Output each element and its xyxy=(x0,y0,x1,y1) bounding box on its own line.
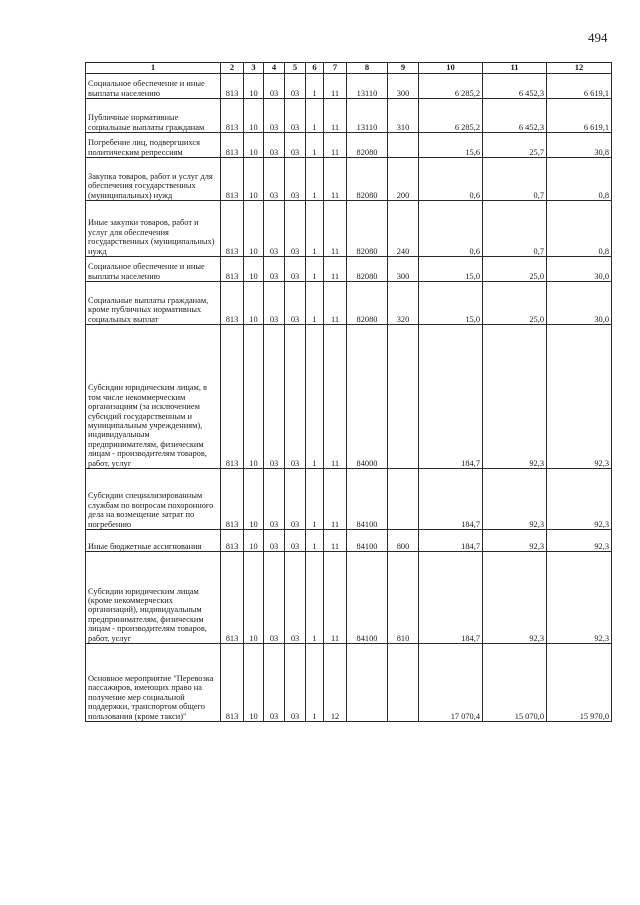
program-code: 03 xyxy=(285,552,306,644)
amount-col12: 92,3 xyxy=(547,469,612,530)
expense-type-code: 800 xyxy=(388,530,419,552)
table-row xyxy=(86,282,612,325)
event-code: 11 xyxy=(324,99,347,133)
program-code: 03 xyxy=(285,158,306,201)
amount-col10: 15,0 xyxy=(419,257,483,282)
program-code: 03 xyxy=(285,530,306,552)
direction-code: 82080 xyxy=(347,201,388,257)
table-header-row xyxy=(86,63,612,74)
admin-code: 813 xyxy=(221,552,244,644)
amount-col12: 92,3 xyxy=(547,552,612,644)
event-code: 12 xyxy=(324,644,347,722)
admin-code: 813 xyxy=(221,99,244,133)
subprogram-code: 1 xyxy=(306,201,324,257)
table-row xyxy=(86,325,612,469)
admin-code: 813 xyxy=(221,257,244,282)
subsection-code: 03 xyxy=(264,201,285,257)
event-code: 11 xyxy=(324,552,347,644)
column-header: 2 xyxy=(221,63,244,74)
subsection-code: 03 xyxy=(264,530,285,552)
table-row xyxy=(86,530,612,552)
expense-type-code: 300 xyxy=(388,74,419,99)
amount-col10: 184,7 xyxy=(419,325,483,469)
program-code: 03 xyxy=(285,133,306,158)
section-code: 10 xyxy=(244,644,264,722)
budget-table xyxy=(85,62,612,722)
program-code: 03 xyxy=(285,99,306,133)
program-code: 03 xyxy=(285,201,306,257)
section-code: 10 xyxy=(244,257,264,282)
subprogram-code: 1 xyxy=(306,133,324,158)
subsection-code: 03 xyxy=(264,282,285,325)
event-code: 11 xyxy=(324,282,347,325)
expense-type-code: 310 xyxy=(388,99,419,133)
table-row xyxy=(86,133,612,158)
row-name: Закупка товаров, работ и услуг для обеспечения государственных (муниципальных) нужд xyxy=(86,158,221,201)
subprogram-code: 1 xyxy=(306,325,324,469)
subsection-code: 03 xyxy=(264,99,285,133)
column-header: 3 xyxy=(244,63,264,74)
amount-col10: 6 285,2 xyxy=(419,74,483,99)
amount-col10: 184,7 xyxy=(419,530,483,552)
program-code: 03 xyxy=(285,282,306,325)
expense-type-code xyxy=(388,469,419,530)
section-code: 10 xyxy=(244,325,264,469)
admin-code: 813 xyxy=(221,158,244,201)
direction-code xyxy=(347,644,388,722)
amount-col12: 6 619,1 xyxy=(547,74,612,99)
expense-type-code xyxy=(388,644,419,722)
section-code: 10 xyxy=(244,469,264,530)
admin-code: 813 xyxy=(221,74,244,99)
subsection-code: 03 xyxy=(264,644,285,722)
amount-col11: 25,7 xyxy=(483,133,547,158)
subsection-code: 03 xyxy=(264,325,285,469)
direction-code: 82080 xyxy=(347,158,388,201)
amount-col10: 184,7 xyxy=(419,552,483,644)
row-name: Публичные нормативные социальные выплаты гражданам xyxy=(86,99,221,133)
table-row xyxy=(86,257,612,282)
subsection-code: 03 xyxy=(264,158,285,201)
amount-col11: 6 452,3 xyxy=(483,99,547,133)
amount-col12: 6 619,1 xyxy=(547,99,612,133)
amount-col11: 0,7 xyxy=(483,201,547,257)
column-header: 1 xyxy=(86,63,221,74)
amount-col11: 92,3 xyxy=(483,325,547,469)
subsection-code: 03 xyxy=(264,257,285,282)
table-row xyxy=(86,552,612,644)
section-code: 10 xyxy=(244,158,264,201)
section-code: 10 xyxy=(244,99,264,133)
row-name: Субсидии юридическим лицам (кроме некоммерческих организаций), индивидуальным предпринимателям, физическим лицам - производителям товаров, работ, услуг xyxy=(86,552,221,644)
section-code: 10 xyxy=(244,201,264,257)
subprogram-code: 1 xyxy=(306,158,324,201)
column-header: 7 xyxy=(324,63,347,74)
admin-code: 813 xyxy=(221,325,244,469)
column-header: 10 xyxy=(419,63,483,74)
program-code: 03 xyxy=(285,325,306,469)
program-code: 03 xyxy=(285,74,306,99)
expense-type-code: 200 xyxy=(388,158,419,201)
amount-col12: 30,0 xyxy=(547,282,612,325)
program-code: 03 xyxy=(285,644,306,722)
table-row xyxy=(86,99,612,133)
amount-col11: 92,3 xyxy=(483,469,547,530)
subprogram-code: 1 xyxy=(306,644,324,722)
expense-type-code xyxy=(388,133,419,158)
event-code: 11 xyxy=(324,530,347,552)
table-row xyxy=(86,644,612,722)
admin-code: 813 xyxy=(221,133,244,158)
amount-col11: 15 070,0 xyxy=(483,644,547,722)
subprogram-code: 1 xyxy=(306,282,324,325)
amount-col12: 92,3 xyxy=(547,325,612,469)
amount-col10: 184,7 xyxy=(419,469,483,530)
column-header: 9 xyxy=(388,63,419,74)
subsection-code: 03 xyxy=(264,469,285,530)
subprogram-code: 1 xyxy=(306,469,324,530)
row-name: Иные бюджетные ассигнования xyxy=(86,530,221,552)
expense-type-code: 810 xyxy=(388,552,419,644)
subprogram-code: 1 xyxy=(306,99,324,133)
table-row xyxy=(86,74,612,99)
event-code: 11 xyxy=(324,74,347,99)
amount-col11: 25,0 xyxy=(483,282,547,325)
event-code: 11 xyxy=(324,469,347,530)
amount-col10: 15,0 xyxy=(419,282,483,325)
amount-col11: 92,3 xyxy=(483,552,547,644)
table-row xyxy=(86,201,612,257)
admin-code: 813 xyxy=(221,644,244,722)
subsection-code: 03 xyxy=(264,133,285,158)
column-header: 11 xyxy=(483,63,547,74)
amount-col11: 0,7 xyxy=(483,158,547,201)
amount-col12: 0,8 xyxy=(547,201,612,257)
row-name: Социальное обеспечение и иные выплаты населению xyxy=(86,74,221,99)
subprogram-code: 1 xyxy=(306,257,324,282)
direction-code: 13110 xyxy=(347,99,388,133)
amount-col12: 30,0 xyxy=(547,257,612,282)
direction-code: 84100 xyxy=(347,552,388,644)
direction-code: 84000 xyxy=(347,325,388,469)
amount-col10: 17 070,4 xyxy=(419,644,483,722)
direction-code: 84100 xyxy=(347,469,388,530)
admin-code: 813 xyxy=(221,530,244,552)
amount-col10: 6 285,2 xyxy=(419,99,483,133)
program-code: 03 xyxy=(285,469,306,530)
expense-type-code xyxy=(388,325,419,469)
subsection-code: 03 xyxy=(264,552,285,644)
table-body xyxy=(86,74,612,722)
amount-col11: 6 452,3 xyxy=(483,74,547,99)
column-header: 12 xyxy=(547,63,612,74)
section-code: 10 xyxy=(244,74,264,99)
table-row xyxy=(86,158,612,201)
amount-col10: 0,6 xyxy=(419,158,483,201)
column-header: 5 xyxy=(285,63,306,74)
subprogram-code: 1 xyxy=(306,74,324,99)
direction-code: 13110 xyxy=(347,74,388,99)
subsection-code: 03 xyxy=(264,74,285,99)
program-code: 03 xyxy=(285,257,306,282)
table-row xyxy=(86,469,612,530)
row-name: Иные закупки товаров, работ и услуг для обеспечения государственных (муниципальных) нужд xyxy=(86,201,221,257)
row-name: Основное мероприятие "Перевозка пассажиров, имеющих право на получение мер социальной поддержки, транспортом общего пользования (кроме такси)" xyxy=(86,644,221,722)
page-number: 494 xyxy=(588,30,608,45)
event-code: 11 xyxy=(324,201,347,257)
direction-code: 82080 xyxy=(347,257,388,282)
direction-code: 82080 xyxy=(347,133,388,158)
section-code: 10 xyxy=(244,282,264,325)
expense-type-code: 300 xyxy=(388,257,419,282)
expense-type-code: 320 xyxy=(388,282,419,325)
direction-code: 82080 xyxy=(347,282,388,325)
event-code: 11 xyxy=(324,257,347,282)
amount-col11: 25,0 xyxy=(483,257,547,282)
row-name: Погребение лиц, подвергшихся политическим репрессиям xyxy=(86,133,221,158)
column-header: 4 xyxy=(264,63,285,74)
section-code: 10 xyxy=(244,552,264,644)
row-name: Субсидии юридическим лицам, в том числе некоммерческим организациям (за исключением субсидий государственным и муниципальным учреждениям), индивидуальным предпринимателям, физическим лицам - производителям товаров, работ, услуг xyxy=(86,325,221,469)
column-header: 8 xyxy=(347,63,388,74)
amount-col12: 30,8 xyxy=(547,133,612,158)
amount-col12: 15 970,0 xyxy=(547,644,612,722)
row-name: Социальные выплаты гражданам, кроме публичных нормативных социальных выплат xyxy=(86,282,221,325)
amount-col11: 92,3 xyxy=(483,530,547,552)
subprogram-code: 1 xyxy=(306,552,324,644)
direction-code: 84100 xyxy=(347,530,388,552)
admin-code: 813 xyxy=(221,282,244,325)
amount-col10: 15,6 xyxy=(419,133,483,158)
column-header: 6 xyxy=(306,63,324,74)
event-code: 11 xyxy=(324,133,347,158)
row-name: Субсидии специализированным службам по вопросам похоронного дела на возмещение затрат по погребению xyxy=(86,469,221,530)
row-name: Социальное обеспечение и иные выплаты населению xyxy=(86,257,221,282)
amount-col10: 0,6 xyxy=(419,201,483,257)
event-code: 11 xyxy=(324,325,347,469)
amount-col12: 92,3 xyxy=(547,530,612,552)
subprogram-code: 1 xyxy=(306,530,324,552)
section-code: 10 xyxy=(244,133,264,158)
expense-type-code: 240 xyxy=(388,201,419,257)
admin-code: 813 xyxy=(221,469,244,530)
section-code: 10 xyxy=(244,530,264,552)
amount-col12: 0,8 xyxy=(547,158,612,201)
event-code: 11 xyxy=(324,158,347,201)
admin-code: 813 xyxy=(221,201,244,257)
